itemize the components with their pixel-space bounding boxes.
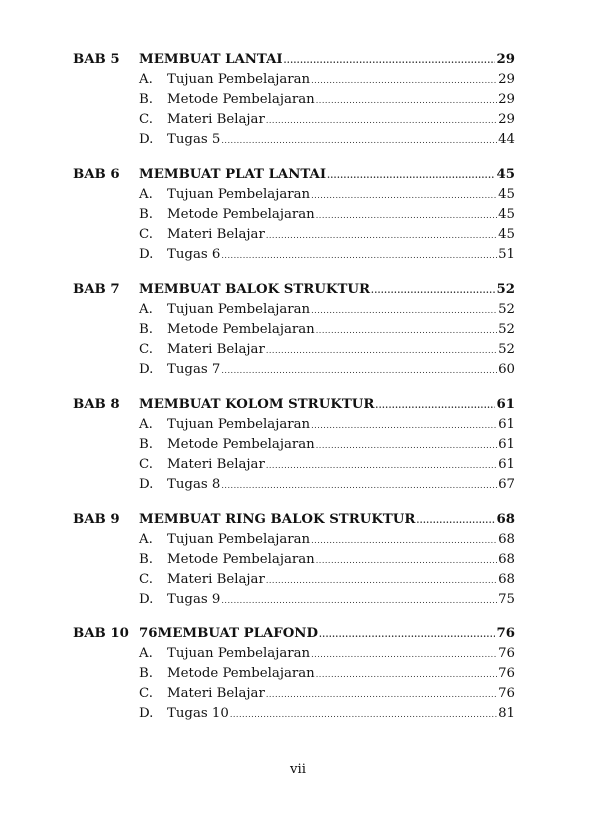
dot-leader	[266, 461, 497, 470]
chapter-title: 76MEMBUAT PLAFOND	[139, 626, 318, 641]
item-title: Tugas 5	[167, 132, 221, 147]
item-page: 61	[498, 417, 515, 432]
toc-item	[139, 227, 515, 247]
chapter-title: MEMBUAT LANTAI	[139, 52, 283, 67]
item-page: 51	[498, 247, 515, 262]
page-number-footer: vii	[289, 762, 307, 777]
item-letter: D.	[139, 362, 154, 377]
toc-item	[139, 112, 515, 132]
item-letter: B.	[139, 92, 153, 107]
chapter-number: BAB 6	[73, 167, 120, 182]
toc-item	[139, 532, 515, 552]
item-letter: D.	[139, 247, 154, 262]
item-letter: D.	[139, 477, 154, 492]
item-page: 81	[498, 706, 515, 721]
item-page: 76	[498, 646, 515, 661]
item-title: Tugas 10	[167, 706, 229, 721]
chapter-number: BAB 10	[73, 626, 129, 641]
item-title: Tujuan Pembelajaran	[167, 187, 311, 202]
dot-leader	[416, 515, 495, 525]
dot-leader	[316, 96, 497, 105]
chapter-title: MEMBUAT BALOK STRUKTUR	[139, 282, 371, 297]
item-page: 68	[498, 572, 515, 587]
dot-leader	[327, 170, 495, 180]
chapter-heading	[139, 282, 515, 302]
item-letter: B.	[139, 552, 153, 567]
item-letter: D.	[139, 706, 154, 721]
dot-leader	[316, 211, 497, 220]
toc-item	[139, 342, 515, 362]
item-title: Tujuan Pembelajaran	[167, 302, 311, 317]
item-page: 68	[498, 532, 515, 547]
toc-item	[139, 322, 515, 342]
chapter-page: 52	[496, 282, 515, 297]
item-letter: C.	[139, 112, 153, 127]
item-page: 76	[498, 666, 515, 681]
item-page: 68	[498, 552, 515, 567]
item-letter: A.	[139, 646, 153, 661]
item-letter: B.	[139, 207, 153, 222]
dot-leader	[311, 421, 497, 430]
dot-leader	[311, 76, 497, 85]
item-letter: A.	[139, 532, 153, 547]
item-letter: C.	[139, 457, 153, 472]
toc-item	[139, 362, 515, 382]
item-title: Tujuan Pembelajaran	[167, 417, 311, 432]
item-letter: C.	[139, 227, 153, 242]
toc-item	[139, 646, 515, 666]
toc-item	[139, 686, 515, 706]
item-letter: A.	[139, 72, 153, 87]
chapter-page: 29	[496, 52, 515, 67]
item-title: Materi Belajar	[167, 112, 265, 127]
item-title: Tujuan Pembelajaran	[167, 646, 311, 661]
item-letter: D.	[139, 132, 154, 147]
toc-item	[139, 477, 515, 497]
item-page: 52	[498, 322, 515, 337]
chapter-heading	[139, 397, 515, 417]
chapter-number: BAB 8	[73, 397, 120, 412]
chapter-number: BAB 7	[73, 282, 120, 297]
dot-leader	[316, 670, 497, 679]
item-title: Metode Pembelajaran	[167, 92, 315, 107]
toc-item	[139, 187, 515, 207]
item-title: Materi Belajar	[167, 457, 265, 472]
dot-leader	[266, 576, 497, 585]
dot-leader	[221, 251, 497, 260]
item-letter: B.	[139, 322, 153, 337]
item-title: Tugas 6	[167, 247, 221, 262]
toc-item	[139, 417, 515, 437]
dot-leader	[311, 191, 497, 200]
toc-item	[139, 72, 515, 92]
toc-item	[139, 247, 515, 267]
chapter-page: 68	[496, 512, 515, 527]
dot-leader	[266, 346, 497, 355]
item-page: 61	[498, 457, 515, 472]
dot-leader	[311, 306, 497, 315]
dot-leader	[311, 650, 497, 659]
item-letter: A.	[139, 302, 153, 317]
item-page: 76	[498, 686, 515, 701]
chapter-page: 61	[496, 397, 515, 412]
toc-item	[139, 207, 515, 227]
item-page: 44	[498, 132, 515, 147]
item-title: Tugas 7	[167, 362, 221, 377]
chapter-heading	[139, 167, 515, 187]
item-title: Tugas 8	[167, 477, 221, 492]
item-title: Materi Belajar	[167, 342, 265, 357]
item-page: 61	[498, 437, 515, 452]
chapter-title: MEMBUAT RING BALOK STRUKTUR	[139, 512, 416, 527]
item-title: Metode Pembelajaran	[167, 666, 315, 681]
item-letter: D.	[139, 592, 154, 607]
dot-leader	[316, 556, 497, 565]
toc-item	[139, 666, 515, 686]
item-page: 29	[498, 72, 515, 87]
item-letter: B.	[139, 437, 153, 452]
item-title: Metode Pembelajaran	[167, 552, 315, 567]
dot-leader	[371, 285, 495, 295]
dot-leader	[266, 231, 497, 240]
item-title: Tujuan Pembelajaran	[167, 72, 311, 87]
toc-item	[139, 572, 515, 592]
item-page: 29	[498, 112, 515, 127]
toc-item	[139, 132, 515, 152]
toc-item	[139, 92, 515, 112]
item-title: Metode Pembelajaran	[167, 322, 315, 337]
item-letter: A.	[139, 417, 153, 432]
item-page: 67	[498, 477, 515, 492]
item-page: 52	[498, 342, 515, 357]
dot-leader	[316, 326, 497, 335]
item-page: 60	[498, 362, 515, 377]
item-title: Tugas 9	[167, 592, 221, 607]
dot-leader	[230, 710, 497, 719]
dot-leader	[284, 55, 496, 65]
dot-leader	[316, 441, 497, 450]
item-page: 52	[498, 302, 515, 317]
item-letter: B.	[139, 666, 153, 681]
chapter-title: MEMBUAT PLAT LANTAI	[139, 167, 327, 182]
dot-leader	[221, 136, 497, 145]
dot-leader	[375, 400, 495, 410]
item-letter: C.	[139, 342, 153, 357]
chapter-title: MEMBUAT KOLOM STRUKTUR	[139, 397, 375, 412]
item-letter: A.	[139, 187, 153, 202]
item-page: 75	[498, 592, 515, 607]
toc-item	[139, 437, 515, 457]
item-letter: C.	[139, 572, 153, 587]
toc-item	[139, 302, 515, 322]
chapter-heading	[139, 626, 515, 646]
dot-leader	[266, 116, 497, 125]
chapter-page: 45	[496, 167, 515, 182]
toc-item	[139, 552, 515, 572]
chapter-heading	[139, 52, 515, 72]
item-page: 45	[498, 227, 515, 242]
toc-item	[139, 592, 515, 612]
item-title: Materi Belajar	[167, 572, 265, 587]
dot-leader	[221, 366, 497, 375]
toc-item	[139, 457, 515, 477]
dot-leader	[266, 690, 497, 699]
dot-leader	[221, 481, 497, 490]
chapter-number: BAB 9	[73, 512, 120, 527]
toc-item	[139, 706, 515, 726]
item-title: Tujuan Pembelajaran	[167, 532, 311, 547]
item-title: Metode Pembelajaran	[167, 207, 315, 222]
item-letter: C.	[139, 686, 153, 701]
dot-leader	[319, 629, 495, 639]
item-page: 45	[498, 207, 515, 222]
dot-leader	[221, 596, 497, 605]
dot-leader	[311, 536, 497, 545]
chapter-page: 76	[496, 626, 515, 641]
item-title: Materi Belajar	[167, 686, 265, 701]
item-title: Metode Pembelajaran	[167, 437, 315, 452]
item-page: 29	[498, 92, 515, 107]
chapter-heading	[139, 512, 515, 532]
item-page: 45	[498, 187, 515, 202]
item-title: Materi Belajar	[167, 227, 265, 242]
chapter-number: BAB 5	[73, 52, 120, 67]
